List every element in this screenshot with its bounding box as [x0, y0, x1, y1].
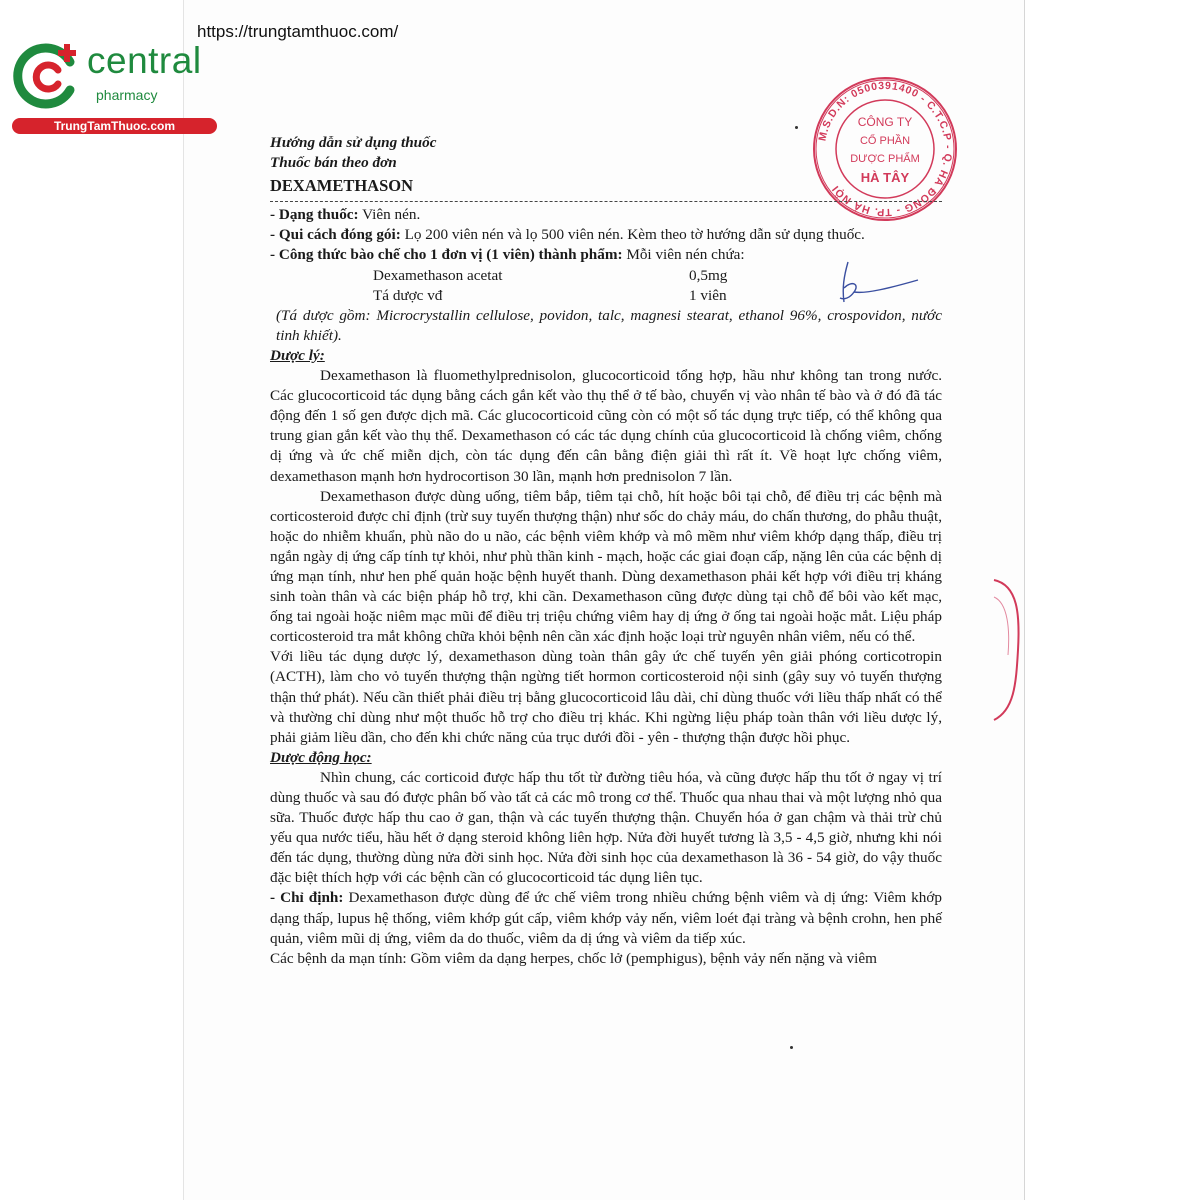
source-url[interactable]: https://trungtamthuoc.com/ [197, 22, 399, 41]
edge-stamp-fragment [990, 575, 1022, 725]
document-title: DEXAMETHASON [270, 176, 414, 196]
header-line-1: Hướng dẫn sử dụng thuốc [270, 134, 437, 151]
pharmacology-paragraph: Dexamethason là fluomethylprednisolon, glucocorticoid tổng hợp, hầu như không tan trong nước. Các glucocorticoid tác dụng bằng cách gắn kết vào thụ thể ở tế bào, chuyển vị vào nhân tế bào và ở đó đã tác động đến 1 số gen được dịch mã. Các glucocorticoid cũng còn có một số tác dụng trực tiếp, có thể không qua trung gian gắn kết vào thụ thể. Dexamethason có các tác dụng chính của glucocorticoid là chống viêm, chống dị ứng và ức chế miễn dịch, còn tác dụng đến cân bằng điện giải thì rất ít. Về hoạt lực chống viêm, dexamethason mạnh hơn hydrocortison 30 lần, mạnh hơn prednisolon 7 lần. [270, 367, 942, 485]
stamp-line-2: CỔ PHẦN [859, 135, 911, 147]
header-line-2: Thuốc bán theo đơn [270, 154, 397, 172]
pharmacology-heading: Dược lý: [270, 346, 325, 364]
dosage-form: - Dạng thuốc: Viên nén. [270, 206, 421, 224]
chronic-skin-diseases: Các bệnh da mạn tính: Gồm viêm da dạng herpes, chốc lở (pemphigus), bệnh vảy nến nặng và viêm [270, 949, 877, 967]
leaflet-content [270, 133, 942, 969]
ingredient-name: Tá dược vđ [373, 286, 443, 304]
brand-subtitle: pharmacy [96, 87, 158, 103]
pharmacokinetics-heading: Dược động học: [270, 748, 372, 766]
packaging: - Qui cách đóng gói: Lọ 200 viên nén và lọ 500 viên nén. Kèm theo tờ hướng dẫn sử dụng thuốc. [270, 226, 865, 244]
pharmacokinetics-paragraph: Nhìn chung, các corticoid được hấp thu tốt từ đường tiêu hóa, và cũng được hấp thu tốt ở ngay vị trí dùng thuốc và sau đó được phân bố vào tất cả các mô trong cơ thể. Thuốc qua nhau thai và một lượng nhỏ qua sữa. Thuốc được hấp thu cao ở gan, thận và các tuyến thượng thận. Chuyển hóa ở gan chậm và thải trừ chủ yếu qua nước tiểu, hầu hết ở dạng steroid không liên hợp. Nửa đời huyết tương là 3,5 - 4,5 giờ, nhưng khi nói đến tác dụng, thường dùng nửa đời sinh học. Nửa đời sinh học của dexamethason là 36 - 54 giờ, do vậy thuốc đặc biệt thích hợp với các bệnh cần có glucocorticoid tác dụng liên tục. [270, 768, 942, 887]
ingredient-amount: 0,5mg [689, 266, 728, 284]
stamp-line-4: HÀ TÂY [860, 170, 910, 185]
stamp-line-1: CÔNG TY [857, 115, 913, 129]
formula: - Công thức bào chế cho 1 đơn vị (1 viên) thành phẩm: Mỗi viên nén chứa: [270, 246, 745, 264]
divider [270, 201, 942, 202]
brand-tagline: TrungTamThuoc.com [12, 118, 217, 134]
scan-speck [790, 1046, 793, 1049]
pharmacology-paragraph: Dexamethason được dùng uống, tiêm bắp, tiêm tại chỗ, hít hoặc bôi tại chỗ, để điều trị các bệnh mà corticosteroid được chỉ định (trừ suy tuyến thượng thận) như sốc do chảy máu, do chấn thương, do phẫu thuật, hoặc do nhiễm khuẩn, phù não do u não, các bệnh viêm khớp và mô mềm như viêm khớp dạng thấp, điều trị ngắn ngày dị ứng cấp tính tự khỏi, như phù thần kinh - mạch, hoặc các giai đoạn cấp, nặng lên của các bệnh dị ứng mạn tính, như hen phế quản hoặc bệnh huyết thanh. Dùng dexamethason phải kết hợp với điều trị kháng sinh toàn thân và các biện pháp hỗ trợ, khi cần. Dexamethason cũng được dùng tại chỗ để bôi vào kết mạc, ống tai ngoài hoặc niêm mạc mũi để điều trị triệu chứng viêm hay dị ứng ở ống tai ngoài hoặc mắt. Liệu pháp corticosteroid tra mắt không chữa khỏi bệnh nên cần xác định hoặc loại trừ nguyên nhân viêm, nếu có thể. [270, 487, 942, 646]
ingredient-amount: 1 viên [689, 286, 727, 304]
central-pharmacy-logo-icon [12, 40, 84, 112]
ingredient-row [373, 286, 942, 306]
pharmacology-paragraph: Với liều tác dụng dược lý, dexamethason dùng toàn thân gây ức chế tuyến yên giải phóng corticotropin (ACTH), làm cho vỏ tuyến thượng thận ngừng tiết hormon corticosteroid nội sinh (gây suy vỏ tuyến thượng thận thứ phát). Nếu cần thiết phải điều trị bằng glucocorticoid lâu dài, chỉ dùng thuốc với liều thấp nhất có thể và thường chỉ dùng như một thuốc hỗ trợ cho điều trị khác. Khi ngừng liệu pháp toàn thân với liều dược lý, phải giảm liều dần, cho đến khi chức năng của trục dưới đồi - yên - thượng thận được hồi phục. [270, 648, 942, 746]
indication: - Chỉ định: Dexamethason được dùng để ức chế viêm trong nhiều chứng bệnh viêm và dị ứng: Viêm khớp dạng thấp, lupus hệ thống, viêm khớp gút cấp, viêm khớp vảy nến, viêm loét đại tràng và bệnh crohn, hen phế quản, viêm mũi dị ứng, viêm da do thuốc, viêm da dị ứng và viêm da tiếp xúc. [270, 889, 942, 947]
excipients-note: (Tá dược gồm: Microcrystallin cellulose, povidon, talc, magnesi stearat, ethanol 96%, crospovidon, nước tinh khiết). [276, 306, 942, 344]
stamp-ring-text: M.S.D.N: 0500391400 - C.T.C.P - Q. HÀ ĐÔNG - TP. HÀ NỘI [816, 79, 955, 219]
ingredient-name: Dexamethason acetat [373, 266, 503, 284]
ingredient-row [373, 266, 942, 286]
brand-name: central [87, 40, 202, 81]
stamp-line-3: DƯỢC PHẨM [850, 153, 920, 165]
scan-speck [795, 126, 798, 129]
